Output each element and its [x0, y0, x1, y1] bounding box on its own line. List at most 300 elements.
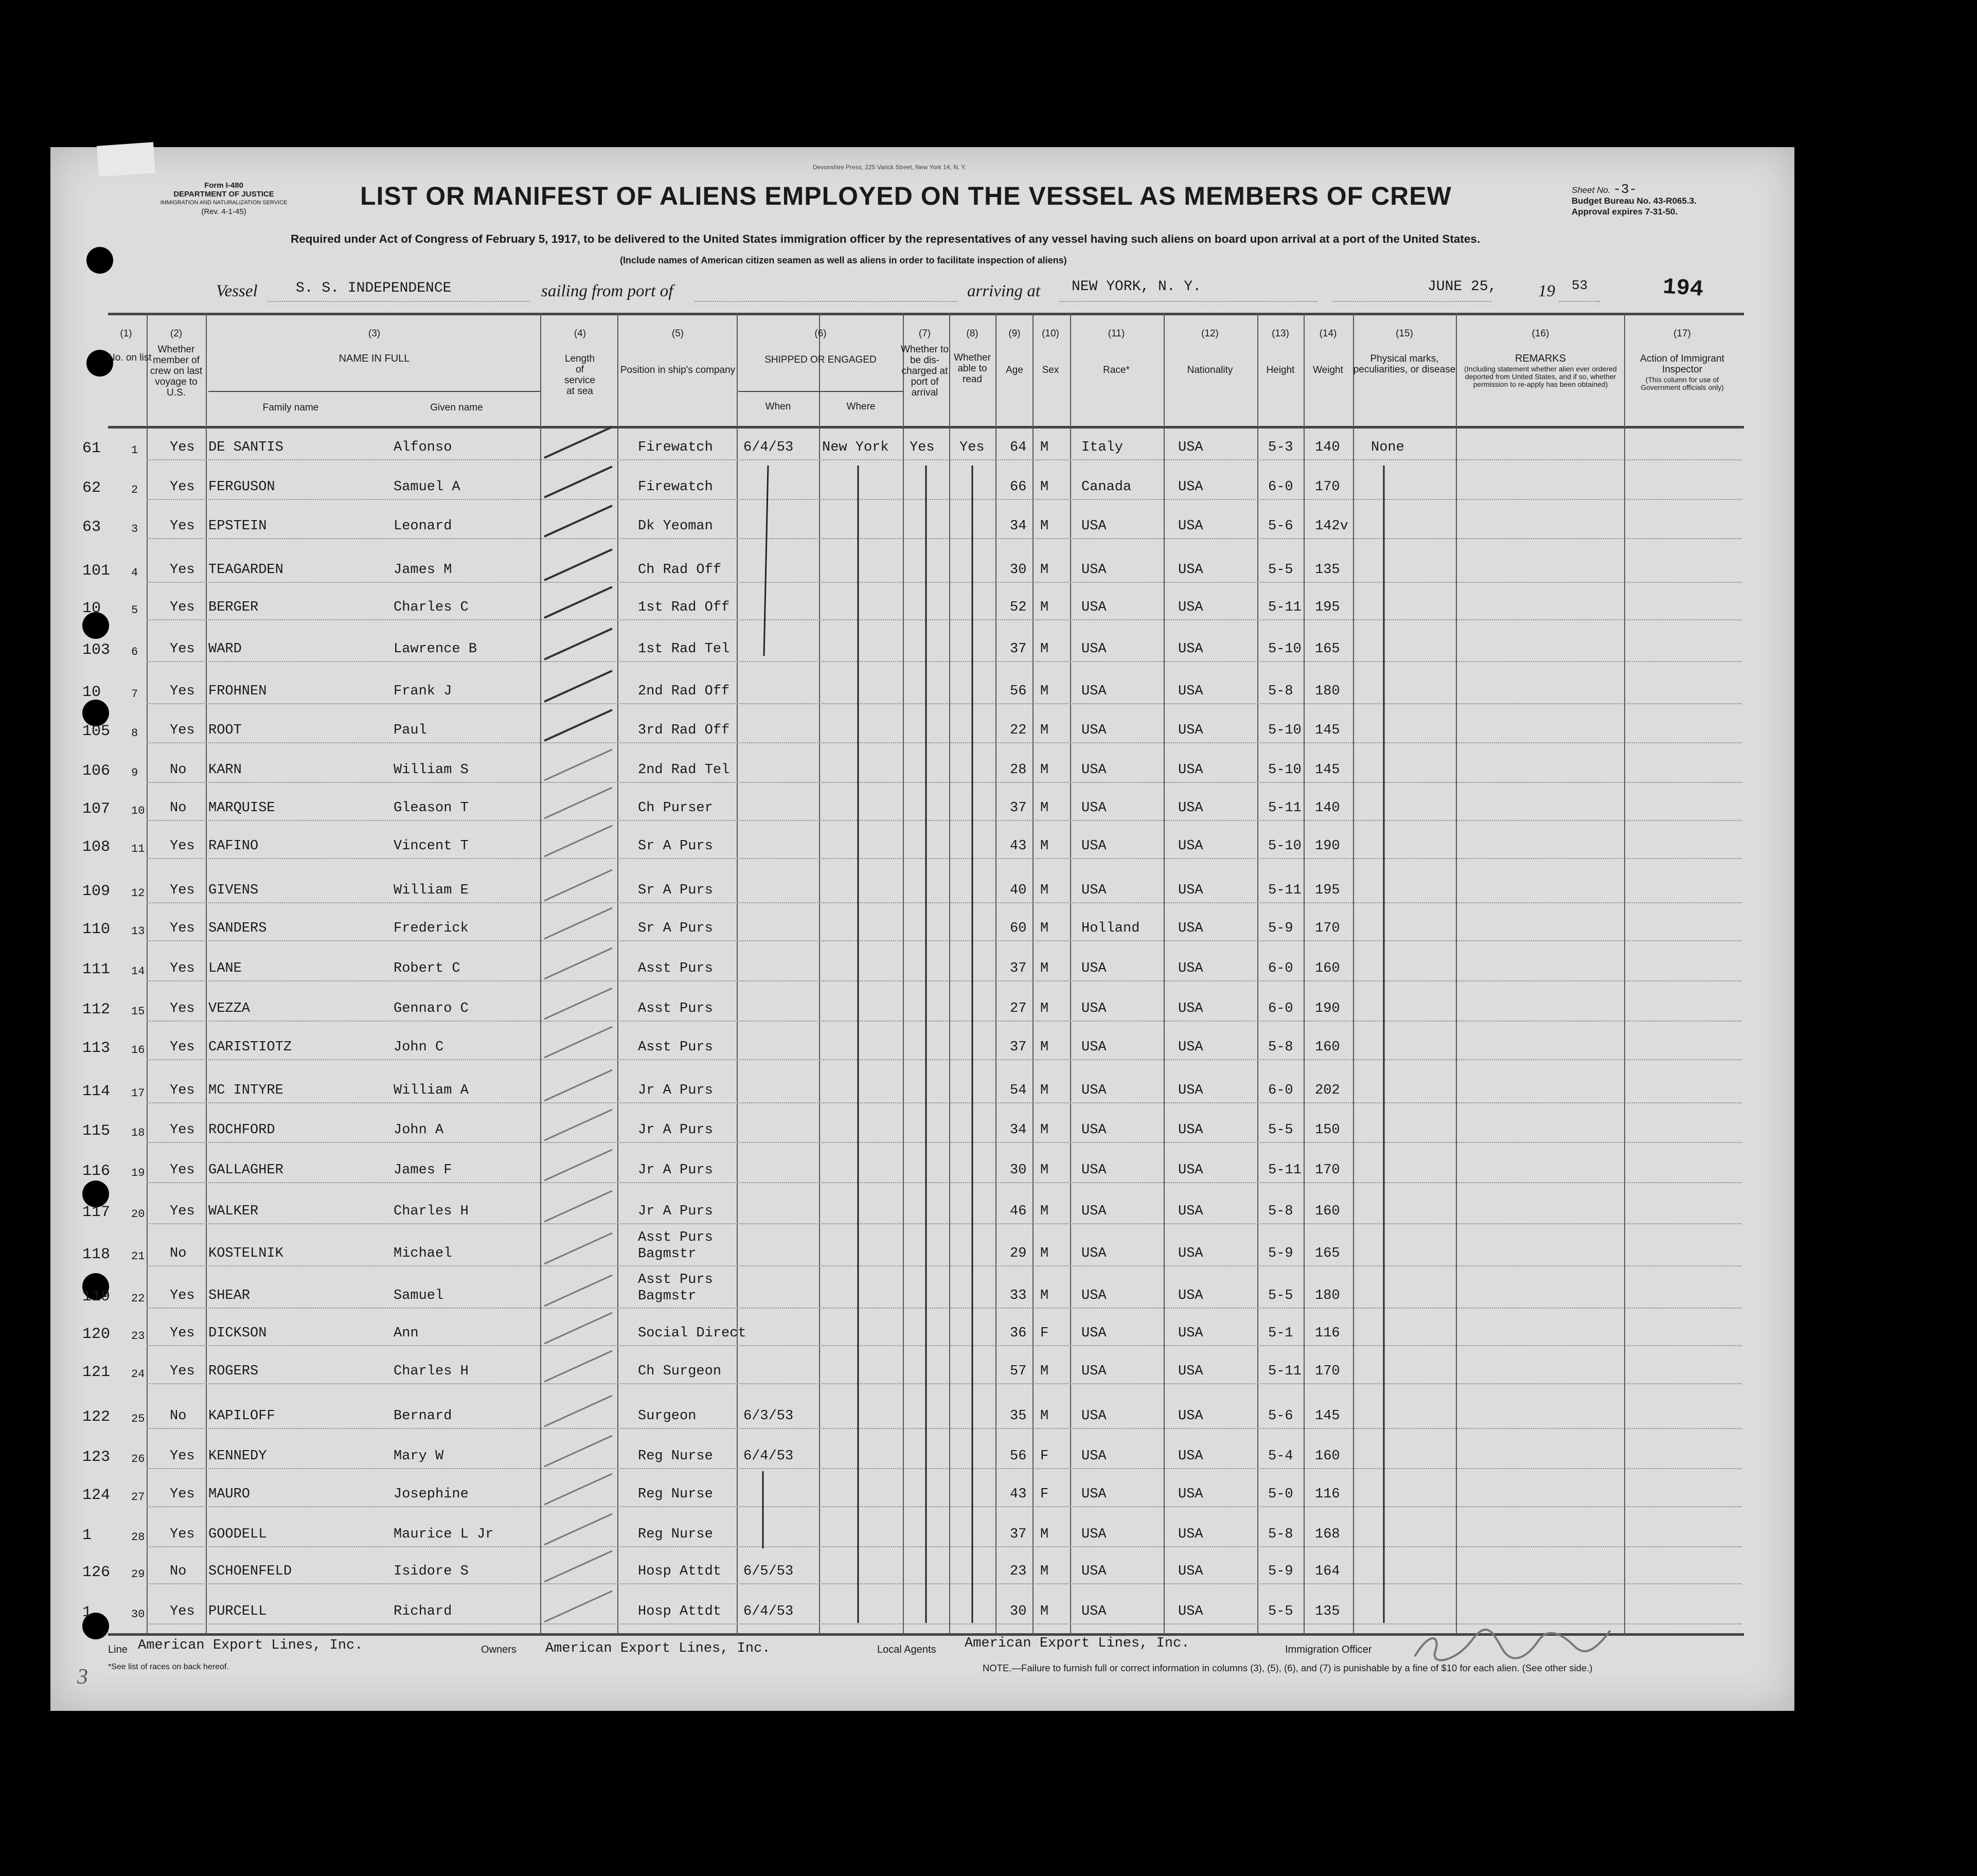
length-of-service-slash — [544, 1351, 612, 1382]
cell-height: 5-11 — [1268, 1364, 1302, 1379]
col11-header: (11) Race* — [1103, 328, 1130, 376]
sailing-label: sailing from port of — [541, 282, 673, 300]
cell-nat: USA — [1178, 600, 1203, 615]
cell-weight: 190 — [1315, 1001, 1340, 1016]
length-of-service-slash — [544, 427, 612, 458]
cell-race: USA — [1081, 600, 1107, 615]
cell-crew: Yes — [170, 562, 195, 578]
cell-family: SHEAR — [208, 1288, 251, 1303]
cell-family: MAURO — [208, 1487, 251, 1502]
cell-no: 3 — [131, 523, 138, 535]
cell-position: Surgeon — [638, 1408, 697, 1424]
cell-no: 9 — [131, 766, 138, 779]
cell-when: 6/4/53 — [743, 440, 794, 455]
cell-read: Yes — [959, 440, 985, 455]
form-number: Form I-480 — [204, 181, 243, 190]
col16-header: (16) REMARKS (Including statement whether alien ever ordered deported from United States, and if so, whether permission to re-apply has been obtained) — [1464, 328, 1617, 388]
cell-marks: None — [1371, 440, 1404, 455]
length-of-service-slash — [544, 948, 612, 979]
cell-given: Alfonso — [394, 440, 452, 455]
cell-age: 27 — [1010, 1001, 1027, 1016]
cell-crew: Yes — [170, 440, 195, 455]
cell-weight: 145 — [1315, 762, 1340, 778]
length-of-service-slash — [544, 1233, 612, 1264]
cell-given: William A — [394, 1083, 469, 1098]
cell-sex: M — [1040, 440, 1049, 455]
length-of-service-slash — [544, 749, 612, 780]
cell-weight: 180 — [1315, 1288, 1340, 1303]
cell-weight: 160 — [1315, 1040, 1340, 1055]
cell-nat: USA — [1178, 1204, 1203, 1219]
length-of-service-slash — [544, 1514, 612, 1545]
cell-age: 54 — [1010, 1083, 1027, 1098]
cell-family: TEAGARDEN — [208, 562, 283, 578]
cell-nat: USA — [1178, 1604, 1203, 1619]
cell-nat: USA — [1178, 838, 1203, 854]
owners-label: Owners — [481, 1644, 516, 1655]
cell-height: 5-9 — [1268, 1246, 1293, 1261]
cell-sex: M — [1040, 1564, 1049, 1579]
cell-no: 26 — [131, 1453, 145, 1466]
cell-left: 109 — [82, 883, 111, 900]
cell-crew: Yes — [170, 1001, 195, 1016]
form-service: IMMIGRATION AND NATURALIZATION SERVICE — [160, 200, 288, 206]
cell-family: FERGUSON — [208, 479, 275, 495]
cell-nat: USA — [1178, 1408, 1203, 1424]
cell-weight: 170 — [1315, 1364, 1340, 1379]
cell-given: Charles H — [394, 1364, 469, 1379]
cell-no: 24 — [131, 1368, 145, 1381]
cell-given: Charles H — [394, 1204, 469, 1219]
cell-position: Sr A Purs — [638, 921, 713, 936]
cell-race: USA — [1081, 1604, 1107, 1619]
cell-height: 5-10 — [1268, 723, 1302, 738]
line-label: Line — [108, 1644, 128, 1655]
cell-race: USA — [1081, 883, 1107, 898]
cell-left: 1 — [82, 1604, 92, 1621]
cell-age: 22 — [1010, 723, 1027, 738]
cell-family: KENNEDY — [208, 1449, 267, 1464]
cell-given: John C — [394, 1040, 444, 1055]
cell-family: FROHNEN — [208, 684, 267, 699]
cell-given: Isidore S — [394, 1564, 469, 1579]
cell-no: 10 — [131, 805, 145, 817]
col12-header: (12) Nationality — [1187, 328, 1233, 376]
cell-nat: USA — [1178, 1246, 1203, 1261]
col6-when-header: When — [765, 401, 791, 412]
margin-mark: 3 — [77, 1665, 88, 1689]
cell-weight: 170 — [1315, 1163, 1340, 1178]
cell-position: Sr A Purs — [638, 838, 713, 854]
cell-sex: M — [1040, 600, 1049, 615]
cell-sex: M — [1040, 684, 1049, 699]
cell-left: 108 — [82, 838, 111, 856]
form-rev: (Rev. 4-1-45) — [201, 207, 246, 216]
cell-height: 5-11 — [1268, 800, 1302, 816]
cell-height: 5-3 — [1268, 440, 1293, 455]
cell-position: 1st Rad Tel — [638, 641, 730, 657]
cell-age: 34 — [1010, 519, 1027, 534]
cell-position: Hosp Attdt — [638, 1564, 722, 1579]
cell-given: Maurice L Jr — [394, 1527, 494, 1542]
cell-given: Gleason T — [394, 800, 469, 816]
cell-position: Asst Purs — [638, 1040, 713, 1055]
cell-family: SCHOENFELD — [208, 1564, 292, 1579]
cell-nat: USA — [1178, 440, 1203, 455]
cell-no: 4 — [131, 566, 138, 579]
length-of-service-slash — [544, 506, 612, 537]
cell-nat: USA — [1178, 1564, 1203, 1579]
cell-given: Josephine — [394, 1487, 469, 1502]
cell-age: 56 — [1010, 684, 1027, 699]
cell-sex: M — [1040, 519, 1049, 534]
cell-height: 5-5 — [1268, 1122, 1293, 1138]
cell-crew: Yes — [170, 1204, 195, 1219]
cell-position: Reg Nurse — [638, 1487, 713, 1502]
cell-no: 25 — [131, 1413, 145, 1425]
cell-race: USA — [1081, 562, 1107, 578]
cell-age: 30 — [1010, 1163, 1027, 1178]
cell-family: DICKSON — [208, 1326, 267, 1341]
length-of-service-slash — [544, 549, 612, 580]
col5-header: (5) Position in ship's company — [620, 328, 736, 376]
cell-crew: No — [170, 762, 187, 778]
cell-sex: M — [1040, 961, 1049, 976]
cell-age: 60 — [1010, 921, 1027, 936]
cell-race: USA — [1081, 1564, 1107, 1579]
cell-position: Ch Surgeon — [638, 1364, 722, 1379]
cell-nat: USA — [1178, 921, 1203, 936]
length-of-service-slash — [544, 908, 612, 939]
cell-given: Ann — [394, 1326, 419, 1341]
cell-race: USA — [1081, 1040, 1107, 1055]
cell-given: Vincent T — [394, 838, 469, 854]
cell-left: 126 — [82, 1564, 111, 1581]
cell-crew: Yes — [170, 479, 195, 495]
arrival-date: JUNE 25, — [1428, 279, 1497, 295]
cell-weight: 195 — [1315, 600, 1340, 615]
cell-family: MARQUISE — [208, 800, 275, 816]
cell-height: 5-11 — [1268, 1163, 1302, 1178]
cell-weight: 135 — [1315, 562, 1340, 578]
cell-left: 114 — [82, 1083, 111, 1100]
agents-value: American Export Lines, Inc. — [965, 1636, 1190, 1651]
cell-height: 5-5 — [1268, 562, 1293, 578]
cell-discharge: Yes — [910, 440, 935, 455]
cell-height: 6-0 — [1268, 1001, 1293, 1016]
cell-no: 2 — [131, 484, 138, 496]
cell-age: 43 — [1010, 838, 1027, 854]
cell-when: 6/4/53 — [743, 1604, 794, 1619]
cell-nat: USA — [1178, 1487, 1203, 1502]
col9-header: (9) Age — [1006, 328, 1023, 376]
length-of-service-slash — [544, 587, 612, 618]
cell-crew: Yes — [170, 1487, 195, 1502]
cell-nat: USA — [1178, 1288, 1203, 1303]
cell-family: EPSTEIN — [208, 519, 267, 534]
officer-signature — [1410, 1620, 1615, 1667]
cell-when: 6/3/53 — [743, 1408, 794, 1424]
cell-family: CARISTIOTZ — [208, 1040, 292, 1055]
cell-race: USA — [1081, 838, 1107, 854]
cell-left: 120 — [82, 1326, 111, 1343]
col6-where-header: Where — [846, 401, 876, 412]
cell-given: Paul — [394, 723, 427, 738]
length-of-service-slash — [544, 1551, 612, 1582]
sheet-label: Sheet No. — [1572, 185, 1611, 195]
cell-family: ROOT — [208, 723, 242, 738]
cell-race: USA — [1081, 1163, 1107, 1178]
cell-race: USA — [1081, 762, 1107, 778]
ditto-line — [764, 466, 768, 656]
cell-race: USA — [1081, 961, 1107, 976]
cell-given: James M — [394, 562, 452, 578]
cell-no: 28 — [131, 1531, 145, 1544]
cell-given: John A — [394, 1122, 444, 1138]
cell-age: 35 — [1010, 1408, 1027, 1424]
cell-sex: M — [1040, 1204, 1049, 1219]
cell-position: Reg Nurse — [638, 1449, 713, 1464]
cell-age: 28 — [1010, 762, 1027, 778]
cell-given: William E — [394, 883, 469, 898]
cell-weight: 150 — [1315, 1122, 1340, 1138]
cell-race: USA — [1081, 1122, 1107, 1138]
cell-given: Leonard — [394, 519, 452, 534]
cell-height: 5-6 — [1268, 1408, 1293, 1424]
cell-crew: No — [170, 1246, 187, 1261]
cell-no: 1 — [131, 444, 138, 457]
cell-nat: USA — [1178, 641, 1203, 657]
length-of-service-slash — [544, 788, 612, 818]
cell-height: 5-10 — [1268, 762, 1302, 778]
cell-given: William S — [394, 762, 469, 778]
cell-no: 23 — [131, 1330, 145, 1343]
cell-age: 37 — [1010, 1040, 1027, 1055]
cell-family: VEZZA — [208, 1001, 251, 1016]
cell-weight: 116 — [1315, 1326, 1340, 1341]
cell-family: ROCHFORD — [208, 1122, 275, 1138]
cell-left: 111 — [82, 961, 111, 978]
cell-position: Ch Purser — [638, 800, 713, 816]
cell-sex: M — [1040, 479, 1049, 495]
cell-family: MC INTYRE — [208, 1083, 283, 1098]
cell-sex: M — [1040, 1083, 1049, 1098]
cell-left: 105 — [82, 723, 111, 740]
cell-race: USA — [1081, 684, 1107, 699]
cell-family: KARN — [208, 762, 242, 778]
cell-sex: M — [1040, 762, 1049, 778]
cell-height: 5-0 — [1268, 1487, 1293, 1502]
length-of-service-slash — [544, 671, 612, 702]
cell-position: Sr A Purs — [638, 883, 713, 898]
races-note: *See list of races on back hereof. — [108, 1663, 229, 1671]
col3-family-header: Family name — [262, 402, 319, 413]
cell-given: Charles C — [394, 600, 469, 615]
cell-weight: 202 — [1315, 1083, 1340, 1098]
cell-sex: M — [1040, 1001, 1049, 1016]
cell-no: 12 — [131, 887, 145, 900]
cell-left: 63 — [82, 519, 101, 536]
cell-position: Jr A Purs — [638, 1163, 713, 1178]
cell-race: USA — [1081, 641, 1107, 657]
cell-nat: USA — [1178, 562, 1203, 578]
cell-age: 30 — [1010, 562, 1027, 578]
length-of-service-slash — [544, 1474, 612, 1505]
cell-sex: F — [1040, 1449, 1049, 1464]
cell-left: 112 — [82, 1001, 111, 1019]
cell-race: USA — [1081, 800, 1107, 816]
owners-value: American Export Lines, Inc. — [545, 1641, 771, 1656]
length-of-service-slash — [544, 1396, 612, 1426]
position-line-1: Asst Purs Bagmstr — [638, 1230, 713, 1262]
col3-given-header: Given name — [430, 402, 483, 413]
cell-age: 46 — [1010, 1204, 1027, 1219]
cell-weight: 164 — [1315, 1564, 1340, 1579]
cell-weight: 142v — [1315, 519, 1348, 534]
cell-left: 107 — [82, 800, 111, 818]
cell-crew: Yes — [170, 600, 195, 615]
cell-age: 37 — [1010, 800, 1027, 816]
cell-height: 5-6 — [1268, 519, 1293, 534]
length-of-service-slash — [544, 1191, 612, 1222]
year-suffix: 53 — [1572, 278, 1588, 293]
cell-position: Social Direct — [638, 1326, 746, 1341]
cell-no: 19 — [131, 1167, 145, 1180]
cell-position: 2nd Rad Off — [638, 684, 730, 699]
cell-position: 3rd Rad Off — [638, 723, 730, 738]
length-of-service-slash — [544, 467, 612, 497]
cell-family: PURCELL — [208, 1604, 267, 1619]
cell-sex: M — [1040, 1288, 1049, 1303]
cell-nat: USA — [1178, 519, 1203, 534]
cell-race: Canada — [1081, 479, 1132, 495]
stamp-number: 194 — [1662, 274, 1704, 303]
col7-header: (7) Whether to be dis-charged at port of arrival — [901, 328, 949, 398]
cell-left: 121 — [82, 1364, 111, 1381]
cell-crew: No — [170, 1408, 187, 1424]
document-subtitle: Required under Act of Congress of February 5, 1917, to be delivered to the United States immigration officer by the representatives of any vessel having such aliens on board upon arrival at a port of the United States. — [291, 233, 1481, 245]
cell-race: Holland — [1081, 921, 1140, 936]
cell-no: 8 — [131, 727, 138, 740]
cell-family: GIVENS — [208, 883, 259, 898]
cell-when: 6/4/53 — [743, 1449, 794, 1464]
cell-weight: 160 — [1315, 1204, 1340, 1219]
col14-header: (14) Weight — [1313, 328, 1343, 376]
cell-race: USA — [1081, 1288, 1107, 1303]
cell-weight: 170 — [1315, 479, 1340, 495]
line-value: American Export Lines, Inc. — [138, 1638, 363, 1653]
length-of-service-slash — [544, 1027, 612, 1058]
cell-no: 5 — [131, 604, 138, 617]
cell-given: Frederick — [394, 921, 469, 936]
cell-left: 119 — [82, 1288, 111, 1306]
cell-crew: Yes — [170, 838, 195, 854]
cell-nat: USA — [1178, 723, 1203, 738]
cell-given: Samuel A — [394, 479, 460, 495]
form-dept: DEPARTMENT OF JUSTICE — [173, 190, 274, 199]
cell-nat: USA — [1178, 1083, 1203, 1098]
cell-left: 124 — [82, 1487, 111, 1504]
cell-nat: USA — [1178, 800, 1203, 816]
cell-no: 14 — [131, 965, 145, 978]
cell-age: 37 — [1010, 961, 1027, 976]
cell-nat: USA — [1178, 1122, 1203, 1138]
cell-race: USA — [1081, 1449, 1107, 1464]
cell-crew: Yes — [170, 1083, 195, 1098]
cell-left: 113 — [82, 1040, 111, 1057]
length-of-service-slash — [544, 710, 612, 741]
cell-weight: 195 — [1315, 883, 1340, 898]
cell-no: 6 — [131, 646, 138, 658]
cell-family: GOODELL — [208, 1527, 267, 1542]
cell-left: 61 — [82, 440, 101, 457]
cell-race: USA — [1081, 519, 1107, 534]
cell-nat: USA — [1178, 479, 1203, 495]
cell-race: USA — [1081, 1527, 1107, 1542]
cell-nat: USA — [1178, 961, 1203, 976]
cell-crew: Yes — [170, 641, 195, 657]
cell-position: Jr A Purs — [638, 1083, 713, 1098]
cell-given: Michael — [394, 1246, 452, 1261]
cell-nat: USA — [1178, 762, 1203, 778]
cell-sex: M — [1040, 1527, 1049, 1542]
cell-weight: 140 — [1315, 800, 1340, 816]
cell-race: USA — [1081, 1204, 1107, 1219]
cell-no: 11 — [131, 843, 145, 855]
cell-family: SANDERS — [208, 921, 267, 936]
cell-age: 30 — [1010, 1604, 1027, 1619]
cell-height: 5-8 — [1268, 1204, 1293, 1219]
cell-weight: 190 — [1315, 838, 1340, 854]
cell-family: ROGERS — [208, 1364, 259, 1379]
cell-sex: M — [1040, 921, 1049, 936]
cell-sex: M — [1040, 1122, 1049, 1138]
cell-crew: Yes — [170, 883, 195, 898]
cell-nat: USA — [1178, 883, 1203, 898]
length-of-service-slash — [544, 988, 612, 1019]
cell-family: KAPILOFF — [208, 1408, 275, 1424]
col4-header: (4) Length of service at sea — [564, 328, 596, 397]
cell-sex: M — [1040, 1364, 1049, 1379]
cell-left: 10 — [82, 600, 101, 617]
cell-no: 13 — [131, 925, 145, 938]
penalty-note: NOTE.—Failure to furnish full or correct information in columns (3), (5), (6), and (7) is punishable by a fine of $10 for each alien. (See other side.) — [983, 1663, 1593, 1673]
cell-given: Frank J — [394, 684, 452, 699]
cell-left: 101 — [82, 562, 111, 580]
cell-left: 123 — [82, 1449, 111, 1466]
cell-weight: 165 — [1315, 1246, 1340, 1261]
cell-crew: Yes — [170, 921, 195, 936]
cell-sex: M — [1040, 1604, 1049, 1619]
cell-age: 29 — [1010, 1246, 1027, 1261]
cell-age: 40 — [1010, 883, 1027, 898]
cell-height: 5-10 — [1268, 641, 1302, 657]
cell-no: 27 — [131, 1491, 145, 1504]
cell-sex: M — [1040, 1163, 1049, 1178]
cell-given: Gennaro C — [394, 1001, 469, 1016]
cell-height: 5-11 — [1268, 600, 1302, 615]
cell-crew: Yes — [170, 1604, 195, 1619]
cell-position: Reg Nurse — [638, 1527, 713, 1542]
cell-family: BERGER — [208, 600, 259, 615]
cell-position: Ch Rad Off — [638, 562, 722, 578]
col15-header: (15) Physical marks, peculiarities, or disease — [1353, 328, 1456, 375]
cell-height: 5-9 — [1268, 1564, 1293, 1579]
cell-position: 1st Rad Off — [638, 600, 730, 615]
cell-sex: M — [1040, 641, 1049, 657]
cell-race: USA — [1081, 723, 1107, 738]
cell-position: Jr A Purs — [638, 1122, 713, 1138]
